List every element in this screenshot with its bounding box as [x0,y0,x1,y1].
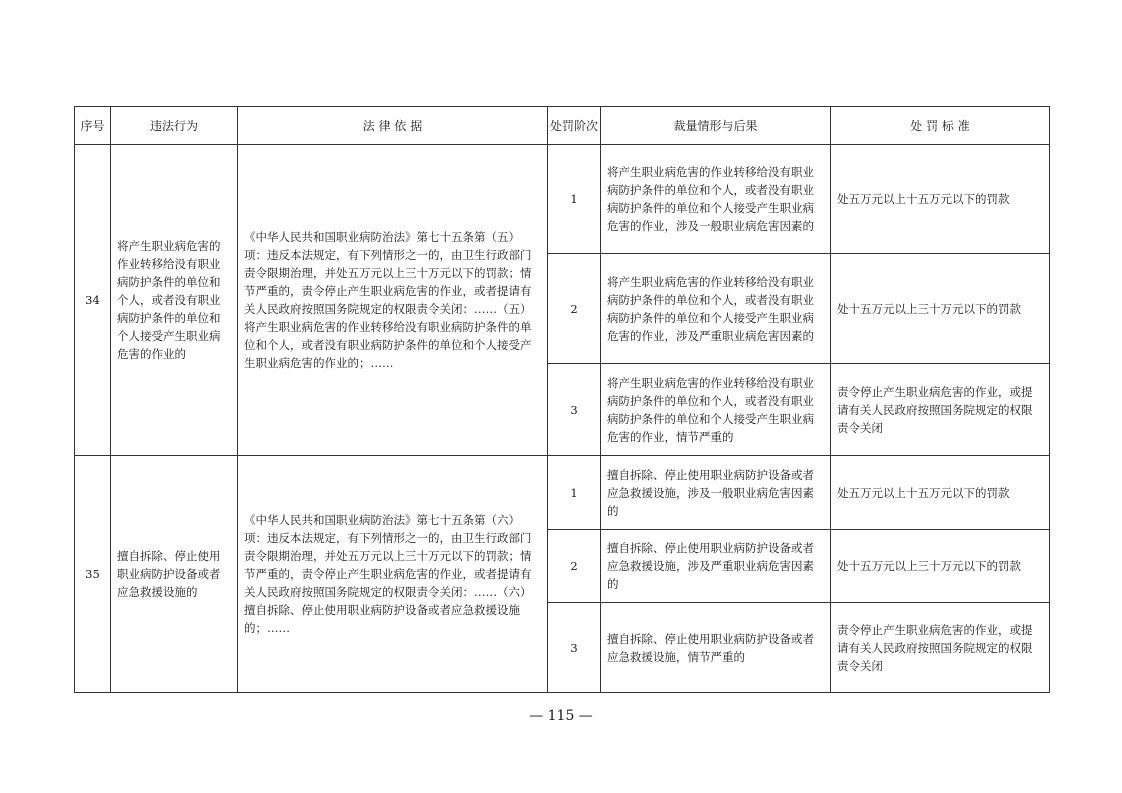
penalty-stage: 2 [548,530,601,603]
circumstance: 擅自拆除、停止使用职业病防护设备或者应急救援设施，情节严重的 [601,603,831,693]
header-behavior: 违法行为 [111,107,238,145]
circumstance: 将产生职业病危害的作业转移给没有职业病防护条件的单位和个人，或者没有职业病防护条件的单位和个人接受产生职业病危害的作业，情节严重的 [601,364,831,456]
penalty-standard: 责令停止产生职业病危害的作业，或提请有关人民政府按照国务院规定的权限责令关闭 [831,364,1050,456]
row-number: 35 [75,456,111,693]
penalty-table [74,106,1050,693]
legal-basis: 《中华人民共和国职业病防治法》第七十五条第（六）项：违反本法规定，有下列情形之一的，由卫生行政部门责令限期治理，并处五万元以上三十万元以下的罚款；情节严重的，责令停止产生职业病危害的作业，或者提请有关人民政府按照国务院规定的权限责令关闭：……（六）擅自拆除、停止使用职业病防护设备或者应急救援设施的；…… [238,456,548,693]
circumstance: 将产生职业病危害的作业转移给没有职业病防护条件的单位和个人，或者没有职业病防护条件的单位和个人接受产生职业病危害的作业，涉及严重职业病危害因素的 [601,254,831,364]
penalty-standard: 责令停止产生职业病危害的作业，或提请有关人民政府按照国务院规定的权限责令关闭 [831,603,1050,693]
penalty-stage: 2 [548,254,601,364]
penalty-stage: 3 [548,603,601,693]
header-stage: 处罚阶次 [548,107,601,145]
penalty-stage: 1 [548,456,601,530]
penalty-standard: 处十五万元以上三十万元以下的罚款 [831,254,1050,364]
penalty-standard: 处十五万元以上三十万元以下的罚款 [831,530,1050,603]
penalty-standard: 处五万元以上十五万元以下的罚款 [831,456,1050,530]
header-circumstance: 裁量情形与后果 [601,107,831,145]
table-row [75,145,1050,254]
violation-behavior: 将产生职业病危害的作业转移给没有职业病防护条件的单位和个人，或者没有职业病防护条件的单位和个人接受产生职业病危害的作业的 [111,145,238,456]
penalty-standard: 处五万元以上十五万元以下的罚款 [831,145,1050,254]
table-header-row [75,107,1050,145]
legal-basis: 《中华人民共和国职业病防治法》第七十五条第（五）项：违反本法规定，有下列情形之一的，由卫生行政部门责令限期治理，并处五万元以上三十万元以下的罚款；情节严重的，责令停止产生职业病危害的作业，或者提请有关人民政府按照国务院规定的权限责令关闭：……（五）将产生职业病危害的作业转移给没有职业病防护条件的单位和个人，或者没有职业病防护条件的单位和个人接受产生职业病危害的作业的；…… [238,145,548,456]
page-number: — 115 — [529,708,593,724]
penalty-stage: 3 [548,364,601,456]
header-standard: 处 罚 标 准 [831,107,1050,145]
row-number: 34 [75,145,111,456]
header-seq: 序号 [75,107,111,145]
violation-behavior: 擅自拆除、停止使用职业病防护设备或者应急救援设施的 [111,456,238,693]
table-row [75,456,1050,530]
circumstance: 擅自拆除、停止使用职业病防护设备或者应急救援设施，涉及严重职业病危害因素的 [601,530,831,603]
circumstance: 擅自拆除、停止使用职业病防护设备或者应急救援设施，涉及一般职业病危害因素的 [601,456,831,530]
penalty-stage: 1 [548,145,601,254]
header-basis: 法 律 依 据 [238,107,548,145]
circumstance: 将产生职业病危害的作业转移给没有职业病防护条件的单位和个人，或者没有职业病防护条件的单位和个人接受产生职业病危害的作业，涉及一般职业病危害因素的 [601,145,831,254]
